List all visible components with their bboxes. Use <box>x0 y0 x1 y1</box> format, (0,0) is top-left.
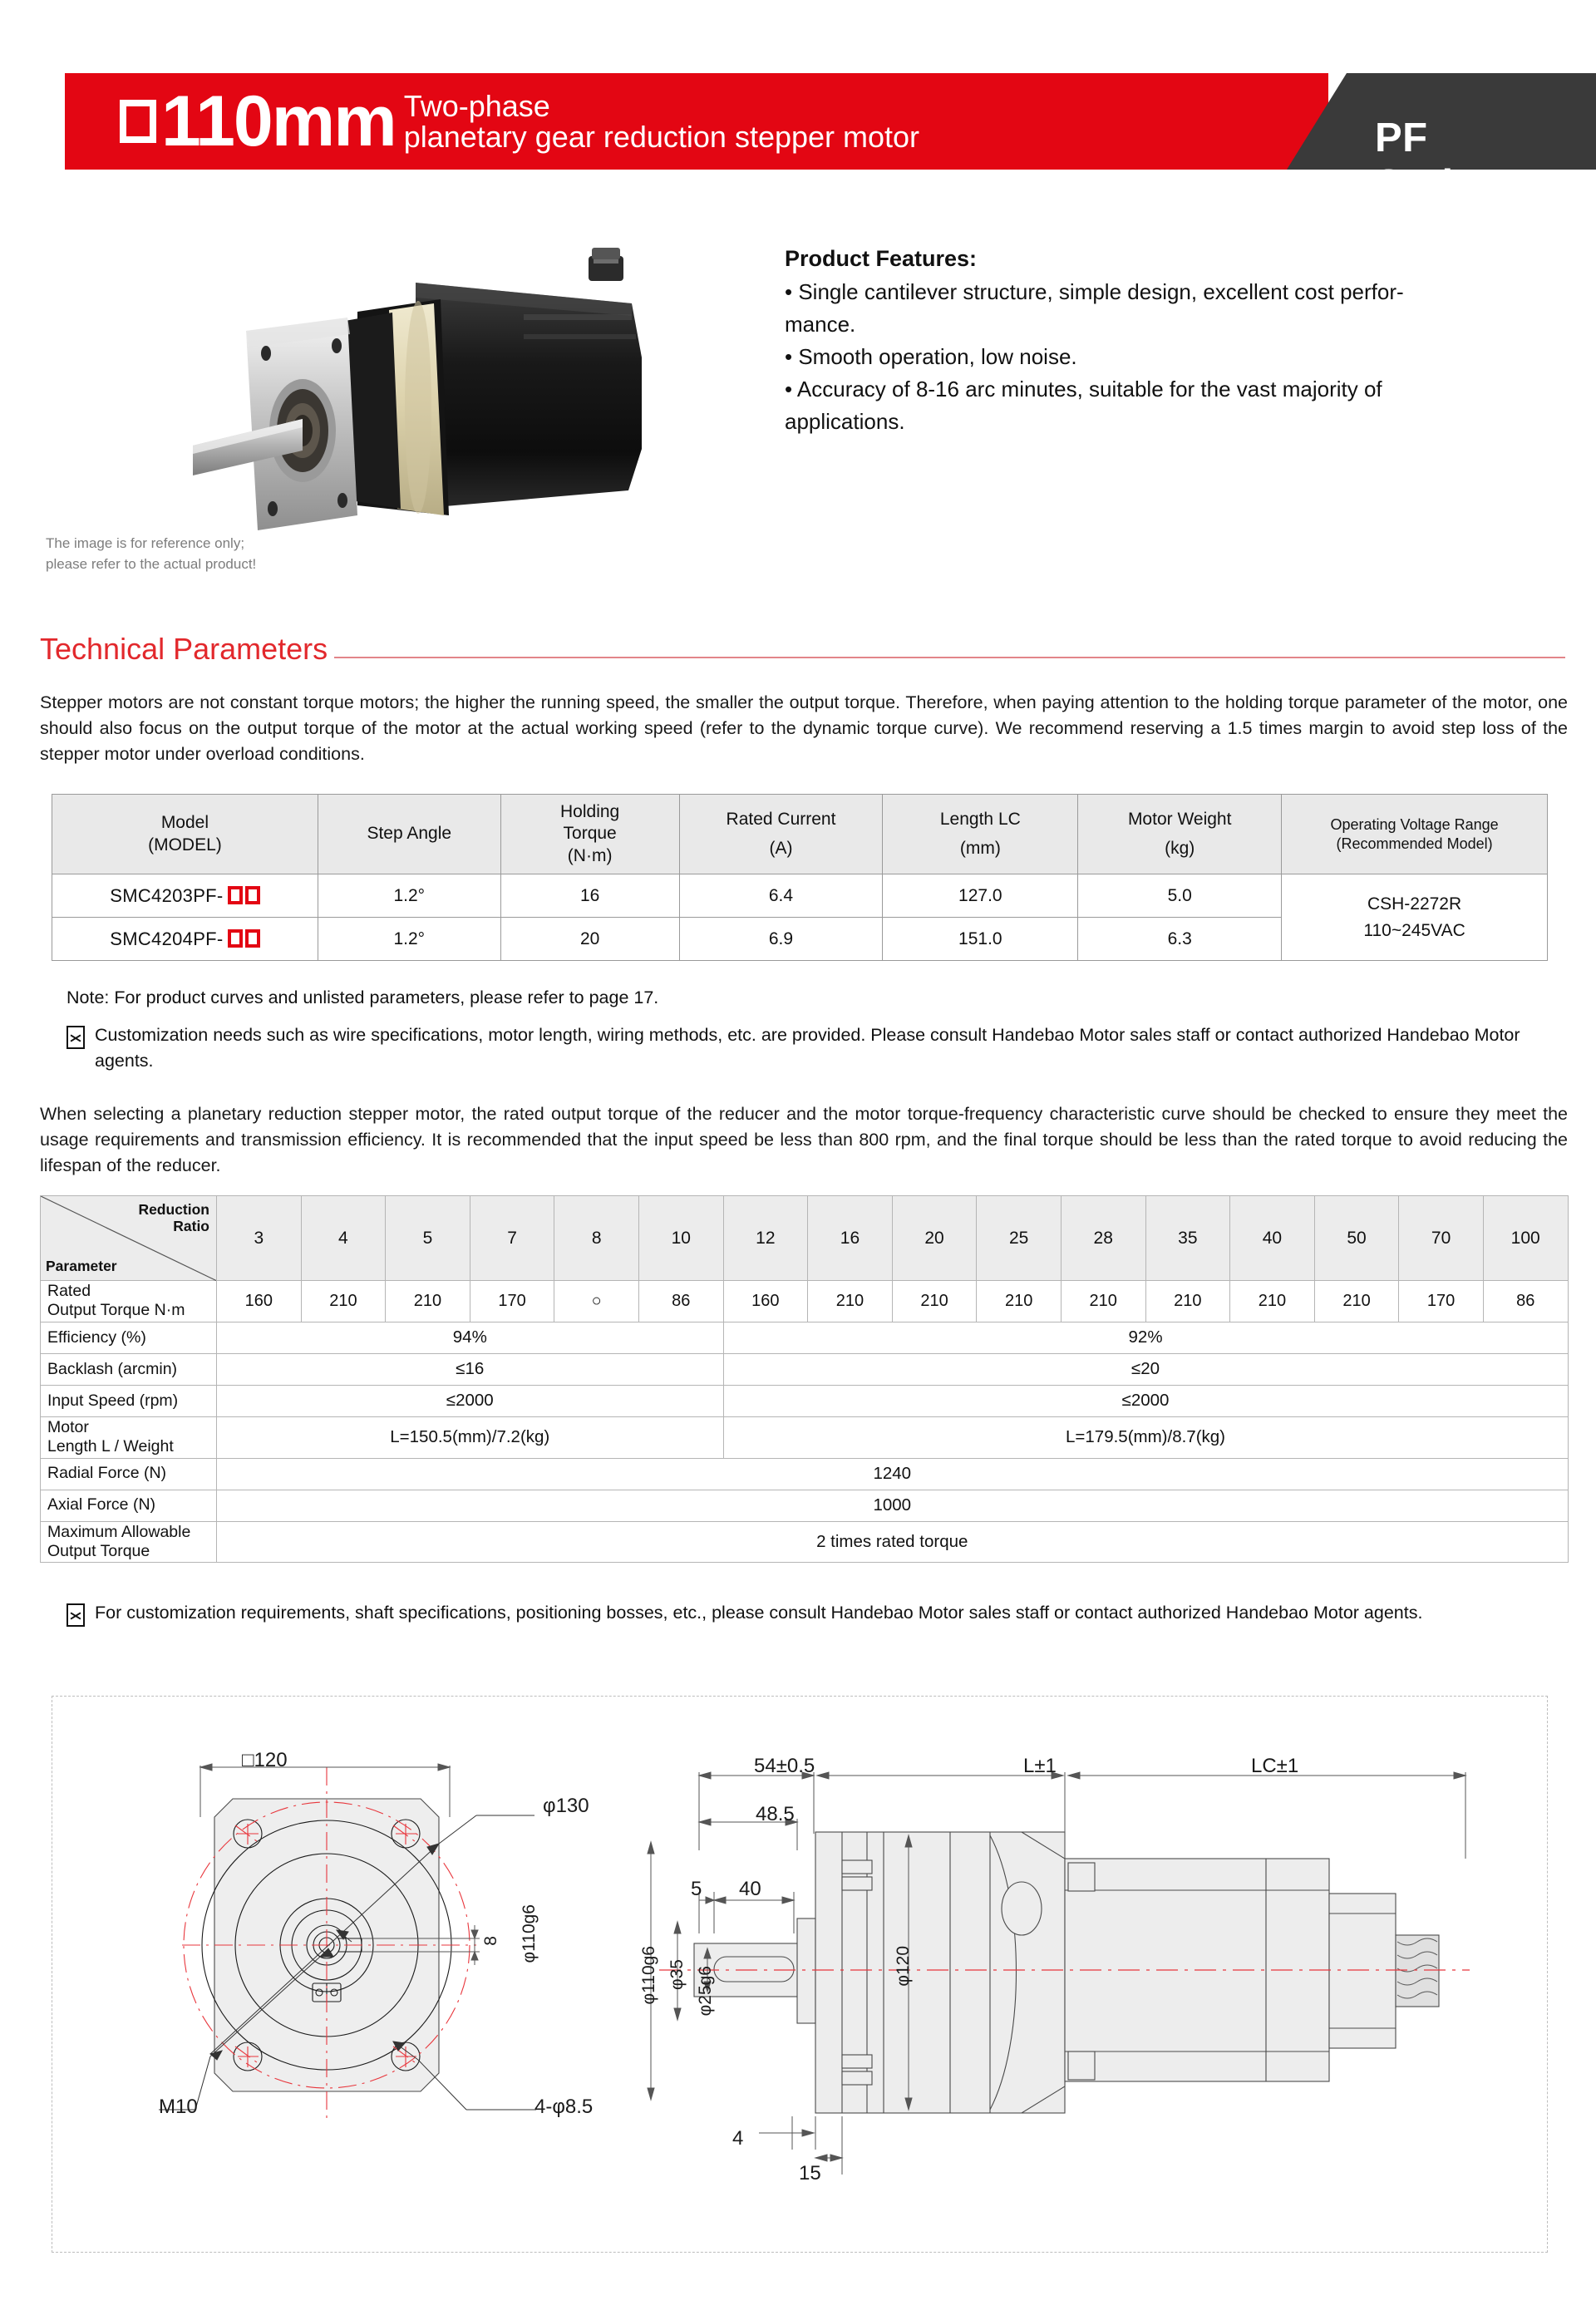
ratio-col-40: 40 <box>1230 1196 1315 1281</box>
input-speed-left: ≤2000 <box>217 1385 724 1416</box>
efficiency-left: 94% <box>217 1322 724 1353</box>
ratio-col-25: 25 <box>977 1196 1062 1281</box>
note-customization-1 <box>66 1022 1563 1074</box>
row-label-efficiency: Efficiency (%) <box>41 1322 217 1353</box>
product-features-title: Product Features: <box>785 246 978 271</box>
dim-48-5: 48.5 <box>756 1803 795 1825</box>
feature-item-3-line2: applications. <box>785 408 905 434</box>
col-voltage-range-l2: (Recommended Model) <box>1336 835 1493 852</box>
section-title-text: Technical Parameters <box>40 632 328 666</box>
note-customization-1-text: Customization needs such as wire specifications, motor length, wiring methods, etc. are provided. Please consult Handebao Motor sales staff or contact authorized Handebao Motor agents. <box>95 1025 1520 1071</box>
product-photo <box>166 241 682 574</box>
col-voltage-range <box>1282 795 1548 874</box>
info-note-icon <box>66 1603 85 1627</box>
row-label-motor-l2: Length L / Weight <box>47 1437 174 1456</box>
col-length-lc-l1: Length LC <box>939 810 1021 830</box>
radial-force-value: 1240 <box>217 1458 1569 1490</box>
technical-parameters-heading <box>40 632 1565 667</box>
dim-pilot-phi110g6-front: φ110g6 <box>520 1904 539 1963</box>
ratio-col-35: 35 <box>1145 1196 1230 1281</box>
dim-key-length-40: 40 <box>739 1878 761 1900</box>
ratio-col-10: 10 <box>638 1196 723 1281</box>
dim-square-120: □120 <box>242 1749 288 1771</box>
rot-3: 160 <box>217 1281 302 1322</box>
rot-25: 210 <box>977 1281 1062 1322</box>
ratio-col-100: 100 <box>1483 1196 1568 1281</box>
rot-12: 160 <box>723 1281 808 1322</box>
model-suffix-boxes-1 <box>225 885 260 907</box>
ratio-col-7: 7 <box>470 1196 554 1281</box>
rot-35: 210 <box>1145 1281 1230 1322</box>
row-label-motor-length-weight <box>41 1416 217 1458</box>
dim-shaft-step-phi35: φ35 <box>667 1959 687 1990</box>
rot-40: 210 <box>1230 1281 1315 1322</box>
corner-label-ratio: Ratio <box>173 1218 209 1235</box>
table-row-rated-output-torque <box>41 1281 1569 1322</box>
photo-caption-line1: The image is for reference only; <box>46 535 245 551</box>
cell-holding-torque-1: 16 <box>500 874 679 918</box>
table-header-row <box>52 795 1548 874</box>
series-label: PF Series <box>1375 116 1500 207</box>
header-subtitle <box>404 91 919 152</box>
rot-50: 210 <box>1314 1281 1399 1322</box>
corner-parameter-label: Parameter <box>46 1258 117 1274</box>
efficiency-right: 92% <box>723 1322 1568 1353</box>
col-length-lc-l2: (mm) <box>959 838 1001 858</box>
row-label-max-allowable-torque <box>41 1521 217 1563</box>
col-step-angle-l1: Step Angle <box>367 824 452 844</box>
front-view-drawing <box>144 1734 609 2199</box>
dim-4-phi-8-5: 4-φ8.5 <box>534 2096 594 2118</box>
dim-pilot-phi110g6-side: φ110g6 <box>639 1946 658 2005</box>
note-customization-2-text: For customization requirements, shaft specifications, positioning bosses, etc., please consult Handebao Motor sales staff or contact authorized Handebao Motor agents. <box>95 1603 1423 1623</box>
col-step-angle <box>318 795 500 874</box>
dimensional-drawing-area <box>52 1696 1548 2253</box>
table-row-axial-force <box>41 1490 1569 1521</box>
product-features <box>785 246 1566 439</box>
rot-70: 170 <box>1399 1281 1484 1322</box>
feature-item-2: • Smooth operation, low noise. <box>785 343 1077 369</box>
ratio-col-12: 12 <box>723 1196 808 1281</box>
ratio-col-4: 4 <box>301 1196 386 1281</box>
table-row-efficiency <box>41 1322 1569 1353</box>
rot-28: 210 <box>1061 1281 1145 1322</box>
rot-8: ○ <box>554 1281 639 1322</box>
row-label-backlash: Backlash (arcmin) <box>41 1353 217 1385</box>
voltage-range: 110~245VAC <box>1363 920 1465 940</box>
dim-phi-130: φ130 <box>543 1795 589 1817</box>
cell-model-1 <box>52 874 318 918</box>
corner-reduction-ratio-label <box>138 1201 209 1234</box>
selection-guidance-paragraph: When selecting a planetary reduction stepper motor, the rated output torque of the reducer and the motor torque-frequency characteristic curve should be checked to ensure they meet the usage requirements and transmission efficiency. It is recommended that the input speed be less than 800 rpm, and the final torque should be less than the rated torque to avoid reducing the lifespan of the reducer. <box>40 1104 1568 1176</box>
dim-boss-4: 4 <box>732 2127 744 2150</box>
photo-caption <box>46 534 337 574</box>
cell-weight-2: 6.3 <box>1078 918 1282 961</box>
row-label-rated-l2: Output Torque N·m <box>47 1301 185 1320</box>
rot-16: 210 <box>808 1281 893 1322</box>
backlash-right: ≤20 <box>723 1353 1568 1385</box>
cell-holding-torque-2: 20 <box>500 918 679 961</box>
table-row-backlash <box>41 1353 1569 1385</box>
row-label-rated-output-torque <box>41 1281 217 1322</box>
model-specification-table <box>52 794 1548 961</box>
rot-7: 170 <box>470 1281 554 1322</box>
col-rated-current-l1: Rated Current <box>726 810 836 830</box>
rot-10: 86 <box>638 1281 723 1322</box>
dim-shaft-phi25g6: φ25g6 <box>696 1966 715 2017</box>
note-customization-2 <box>66 1600 1563 1627</box>
cell-voltage-range <box>1282 874 1548 961</box>
square-outline-icon <box>120 100 156 143</box>
cell-length-lc-2: 151.0 <box>883 918 1078 961</box>
col-motor-weight-l2: (kg) <box>1165 838 1195 858</box>
input-speed-right: ≤2000 <box>723 1385 1568 1416</box>
dim-boss-15: 15 <box>799 2162 821 2184</box>
col-holding-torque <box>500 795 679 874</box>
header-subtitle-line2: planetary gear reduction stepper motor <box>403 120 920 154</box>
feature-item-1-line1: • Single cantilever structure, simple design, excellent cost perfor- <box>785 279 1404 304</box>
ratio-col-70: 70 <box>1399 1196 1484 1281</box>
row-label-axial-force: Axial Force (N) <box>41 1490 217 1521</box>
dim-body-phi120: φ120 <box>894 1946 913 1987</box>
rot-5: 210 <box>386 1281 470 1322</box>
model-code-1: SMC4203PF- <box>110 884 224 906</box>
col-model-l2: (MODEL) <box>148 835 222 855</box>
header-subtitle-line1: Two-phase <box>403 89 550 124</box>
header-size-label: 110mm <box>161 81 396 161</box>
corner-label-reduction: Reduction <box>138 1201 209 1218</box>
rot-4: 210 <box>301 1281 386 1322</box>
rot-20: 210 <box>892 1281 977 1322</box>
dim-key-width-8: 8 <box>481 1936 500 1946</box>
header-content <box>65 73 1563 170</box>
motor-length-right: L=179.5(mm)/8.7(kg) <box>723 1416 1568 1458</box>
col-length-lc <box>883 795 1078 874</box>
col-holding-torque-l2: Torque <box>563 824 617 844</box>
section-title-rule <box>334 657 1565 658</box>
ratio-col-28: 28 <box>1061 1196 1145 1281</box>
note-page-reference: Note: For product curves and unlisted parameters, please refer to page 17. <box>66 988 659 1007</box>
ratio-col-50: 50 <box>1314 1196 1399 1281</box>
col-rated-current <box>679 795 883 874</box>
cell-step-angle-1: 1.2° <box>318 874 500 918</box>
reduction-ratio-table <box>40 1195 1569 1563</box>
voltage-model: CSH-2272R <box>1367 894 1462 914</box>
dim-LC: LC±1 <box>1251 1755 1299 1777</box>
ratio-col-8: 8 <box>554 1196 639 1281</box>
table-row <box>52 874 1548 918</box>
row-label-motor-l1: Motor <box>47 1417 89 1436</box>
ratio-col-20: 20 <box>892 1196 977 1281</box>
table-row-max-allowable-torque <box>41 1521 1569 1563</box>
model-code-2: SMC4204PF- <box>110 928 224 949</box>
info-note-icon <box>66 1026 85 1049</box>
dim-flange-54: 54±0.5 <box>754 1755 815 1777</box>
cell-rated-current-1: 6.4 <box>679 874 883 918</box>
motor-illustration <box>166 241 682 574</box>
photo-caption-line2: please refer to the actual product! <box>46 555 257 572</box>
dim-L: L±1 <box>1023 1755 1057 1777</box>
feature-item-1-line2: mance. <box>785 311 856 337</box>
ratio-col-3: 3 <box>217 1196 302 1281</box>
rot-100: 86 <box>1483 1281 1568 1322</box>
cell-weight-1: 5.0 <box>1078 874 1282 918</box>
page-header-banner <box>65 73 1563 207</box>
cell-length-lc-1: 127.0 <box>883 874 1078 918</box>
cell-rated-current-2: 6.9 <box>679 918 883 961</box>
row-label-rated-l1: Rated <box>47 1282 91 1300</box>
cell-step-angle-2: 1.2° <box>318 918 500 961</box>
table-row-motor-length-weight <box>41 1416 1569 1458</box>
col-holding-torque-l3: (N·m) <box>567 845 613 865</box>
motor-length-left: L=150.5(mm)/7.2(kg) <box>217 1416 724 1458</box>
row-label-radial-force: Radial Force (N) <box>41 1458 217 1490</box>
row-label-max-l2: Output Torque <box>47 1541 150 1560</box>
ratio-col-16: 16 <box>808 1196 893 1281</box>
table-row-input-speed <box>41 1385 1569 1416</box>
intro-paragraph: Stepper motors are not constant torque motors; the higher the running speed, the smaller the output torque. Therefore, when paying attention to the holding torque parameter of the motor, one should also focus on the output torque of the motor at the actual working speed (refer to the dynamic torque curve). We recommend reserving a 1.5 times margin to avoid step loss of the stepper motor under overload conditions. <box>40 692 1568 765</box>
col-rated-current-l2: (A) <box>769 838 793 858</box>
ratio-col-5: 5 <box>386 1196 470 1281</box>
row-label-max-l1: Maximum Allowable <box>47 1522 191 1541</box>
table-corner-cell <box>41 1196 217 1281</box>
col-motor-weight-l1: Motor Weight <box>1127 810 1232 830</box>
col-model-l1: Model <box>160 813 209 833</box>
feature-item-3-line1: • Accuracy of 8-16 arc minutes, suitable for the vast majority of <box>785 376 1382 401</box>
col-holding-torque-l1: Holding <box>560 802 620 822</box>
model-suffix-boxes-2 <box>225 928 260 950</box>
axial-force-value: 1000 <box>217 1490 1569 1521</box>
row-label-input-speed: Input Speed (rpm) <box>41 1385 217 1416</box>
dim-m10: M10 <box>159 2096 198 2118</box>
max-allowable-torque-value: 2 times rated torque <box>217 1521 1569 1563</box>
table-row-radial-force <box>41 1458 1569 1490</box>
backlash-left: ≤16 <box>217 1353 724 1385</box>
reduction-header-row <box>41 1196 1569 1281</box>
cell-model-2 <box>52 918 318 961</box>
col-voltage-range-l1: Operating Voltage Range <box>1330 816 1499 833</box>
dim-key-offset-5: 5 <box>691 1878 702 1900</box>
col-model <box>52 795 318 874</box>
col-motor-weight <box>1078 795 1282 874</box>
